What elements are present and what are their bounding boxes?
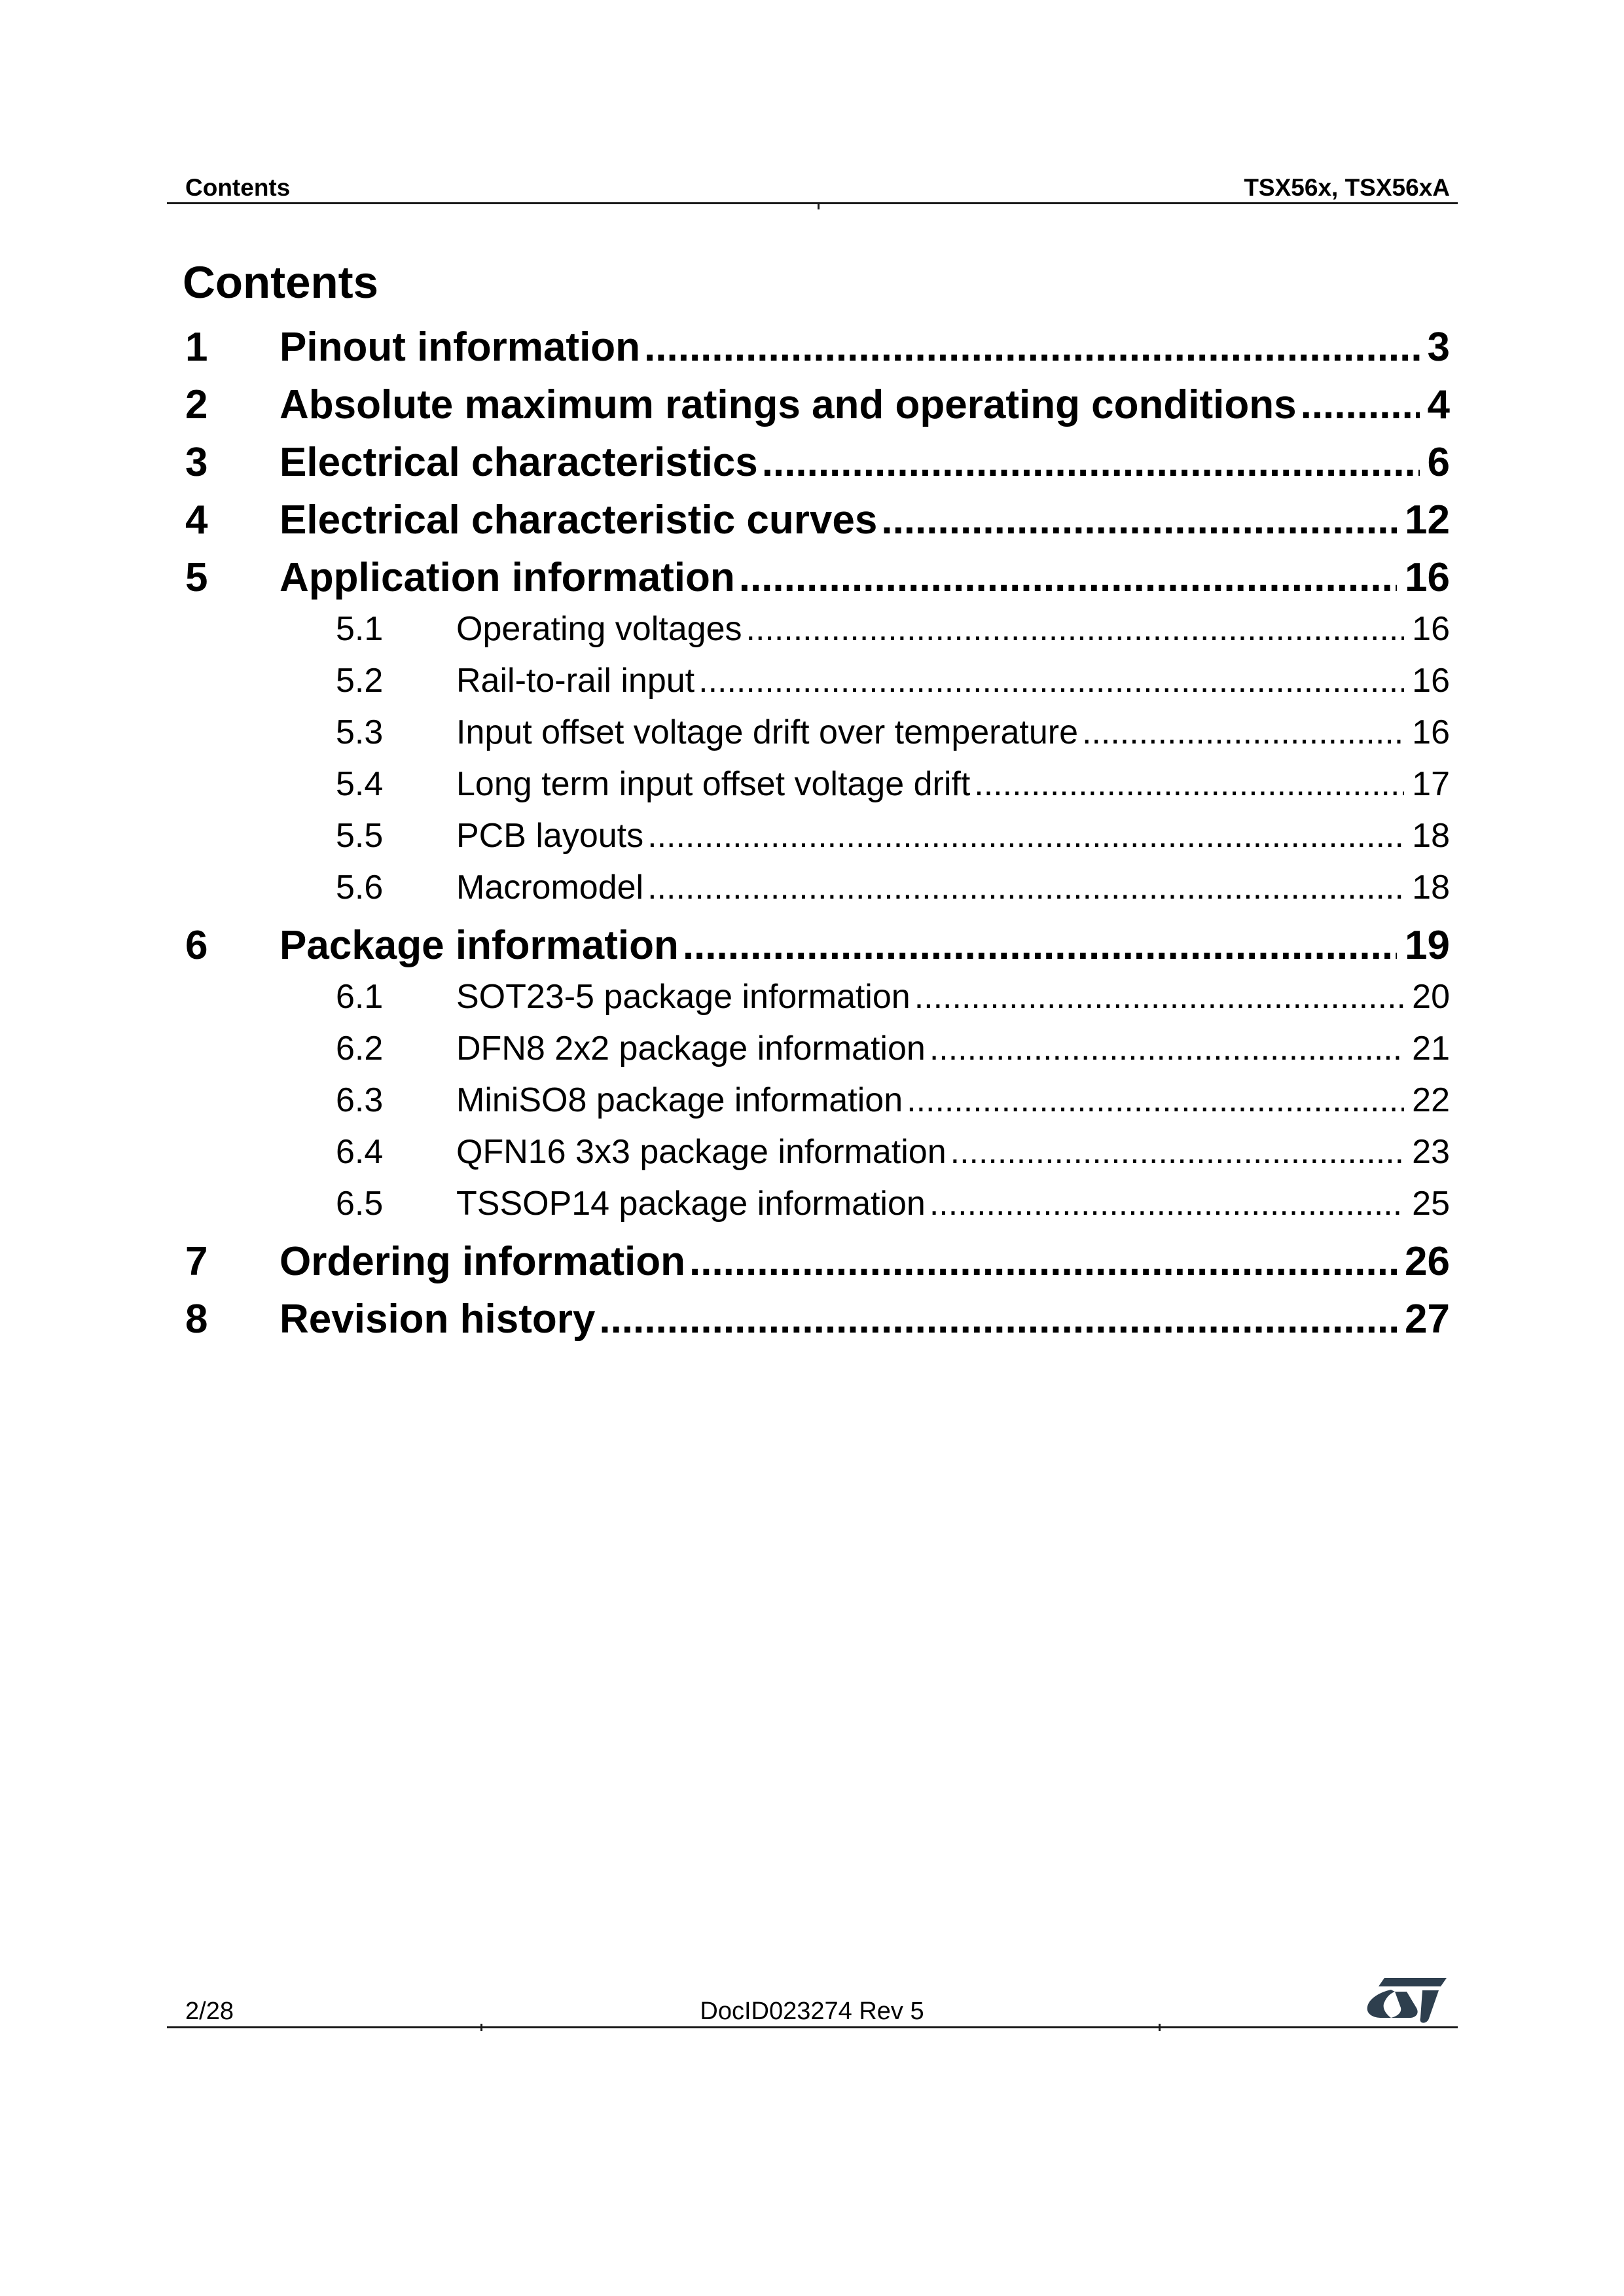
toc-entry-number: 5.3	[336, 713, 384, 751]
footer-doc-id: DocID023274 Rev 5	[700, 1998, 924, 2025]
page-header	[185, 175, 1450, 200]
toc-entry-title: Operating voltages	[456, 610, 742, 648]
header-rule-tick	[818, 202, 820, 209]
toc-dot-leader	[1301, 379, 1420, 431]
toc-dot-leader	[762, 437, 1420, 488]
footer-rule-tick	[1159, 2024, 1161, 2031]
footer-rule-tick	[480, 2024, 482, 2031]
toc-entry-page: 26	[1405, 1239, 1450, 1284]
footer-page-number: 2/28	[185, 1998, 234, 2025]
toc-dot-leader	[914, 971, 1404, 1023]
toc-entry-8[interactable]	[185, 1293, 1450, 1345]
toc-entry-number: 3	[185, 440, 208, 485]
toc-entry-title: Pinout information	[280, 325, 641, 370]
toc-entry-5.5[interactable]	[185, 810, 1450, 862]
table-of-contents	[185, 315, 1450, 1345]
toc-entry-page: 12	[1405, 497, 1450, 543]
toc-entry-title: Electrical characteristics	[280, 440, 758, 485]
toc-entry-5[interactable]	[185, 552, 1450, 603]
toc-entry-6.2[interactable]	[185, 1023, 1450, 1075]
toc-entry-page: 21	[1412, 1030, 1450, 1067]
toc-dot-leader	[881, 494, 1397, 546]
toc-entry-number: 7	[185, 1239, 208, 1284]
toc-dot-leader	[689, 1236, 1397, 1287]
toc-entry-number: 5.1	[336, 610, 384, 648]
toc-entry-title: DFN8 2x2 package information	[456, 1030, 926, 1067]
toc-entry-number: 6.3	[336, 1081, 384, 1119]
toc-entry-5.4[interactable]	[185, 759, 1450, 810]
toc-dot-leader	[1082, 707, 1404, 759]
st-logo-graphic	[1365, 1978, 1447, 2026]
toc-dot-leader	[647, 810, 1404, 862]
toc-dot-leader	[929, 1178, 1404, 1230]
toc-entry-number: 5	[185, 555, 208, 600]
toc-entry-5.1[interactable]	[185, 603, 1450, 655]
toc-entry-title: Macromodel	[456, 869, 644, 906]
toc-entry-number: 2	[185, 382, 208, 427]
toc-entry-number: 5.5	[336, 817, 384, 855]
header-doc-title: TSX56x, TSX56xA	[1244, 174, 1450, 201]
toc-entry-title: Long term input offset voltage drift	[456, 765, 971, 803]
toc-dot-leader	[599, 1293, 1397, 1345]
toc-entry-1[interactable]	[185, 321, 1450, 373]
toc-entry-page: 16	[1412, 662, 1450, 700]
toc-entry-page: 4	[1427, 382, 1450, 427]
toc-dot-leader	[683, 920, 1397, 971]
toc-entry-page: 22	[1412, 1081, 1450, 1119]
toc-entry-title: Application information	[280, 555, 735, 600]
toc-entry-page: 16	[1405, 555, 1450, 600]
toc-entry-page: 19	[1405, 923, 1450, 968]
toc-entry-page: 17	[1412, 765, 1450, 803]
toc-entry-number: 5.4	[336, 765, 384, 803]
toc-entry-title: Rail-to-rail input	[456, 662, 695, 700]
toc-entry-number: 4	[185, 497, 208, 543]
toc-entry-page: 25	[1412, 1185, 1450, 1223]
st-logo	[1365, 1978, 1447, 2026]
toc-entry-number: 5.2	[336, 662, 384, 700]
toc-entry-title: Ordering information	[280, 1239, 685, 1284]
toc-entry-5.3[interactable]	[185, 707, 1450, 759]
toc-entry-title: Electrical characteristic curves	[280, 497, 878, 543]
toc-dot-leader	[950, 1126, 1405, 1178]
toc-entry-title: MiniSO8 package information	[456, 1081, 903, 1119]
toc-entry-title: Input offset voltage drift over temperature	[456, 713, 1079, 751]
toc-entry-6.1[interactable]	[185, 971, 1450, 1023]
toc-entry-7[interactable]	[185, 1236, 1450, 1287]
header-section-label: Contents	[185, 174, 291, 201]
toc-entry-number: 6.4	[336, 1133, 384, 1171]
toc-entry-number: 6.5	[336, 1185, 384, 1223]
toc-dot-leader	[907, 1075, 1404, 1126]
toc-entry-number: 6	[185, 923, 208, 968]
toc-entry-title: Revision history	[280, 1297, 596, 1342]
toc-dot-leader	[929, 1023, 1404, 1075]
toc-dot-leader	[739, 552, 1397, 603]
toc-entry-number: 6.2	[336, 1030, 384, 1067]
toc-entry-title: TSSOP14 package information	[456, 1185, 926, 1223]
toc-entry-page: 3	[1427, 325, 1450, 370]
toc-entry-page: 16	[1412, 610, 1450, 648]
toc-entry-page: 20	[1412, 978, 1450, 1016]
toc-dot-leader	[974, 759, 1404, 810]
page-title: Contents	[183, 257, 378, 308]
toc-entry-6.4[interactable]	[185, 1126, 1450, 1178]
toc-entry-number: 5.6	[336, 869, 384, 906]
toc-dot-leader	[698, 655, 1404, 707]
toc-entry-page: 23	[1412, 1133, 1450, 1171]
toc-entry-3[interactable]	[185, 437, 1450, 488]
toc-entry-number: 8	[185, 1297, 208, 1342]
toc-entry-page: 18	[1412, 817, 1450, 855]
toc-entry-title: Absolute maximum ratings and operating conditions	[280, 382, 1297, 427]
toc-entry-6[interactable]	[185, 920, 1450, 971]
toc-dot-leader	[746, 603, 1405, 655]
toc-entry-page: 16	[1412, 713, 1450, 751]
toc-dot-leader	[644, 321, 1419, 373]
toc-entry-page: 27	[1405, 1297, 1450, 1342]
header-rule	[167, 202, 1458, 204]
toc-entry-5.6[interactable]	[185, 862, 1450, 914]
toc-entry-page: 18	[1412, 869, 1450, 906]
toc-entry-6.3[interactable]	[185, 1075, 1450, 1126]
toc-entry-title: Package information	[280, 923, 679, 968]
toc-entry-4[interactable]	[185, 494, 1450, 546]
footer-rule	[167, 2026, 1458, 2028]
toc-entry-page: 6	[1427, 440, 1450, 485]
toc-entry-number: 1	[185, 325, 208, 370]
toc-entry-title: SOT23-5 package information	[456, 978, 911, 1016]
toc-entry-number: 6.1	[336, 978, 384, 1016]
toc-entry-title: QFN16 3x3 package information	[456, 1133, 947, 1171]
toc-dot-leader	[647, 862, 1404, 914]
toc-entry-6.5[interactable]	[185, 1178, 1450, 1230]
toc-entry-5.2[interactable]	[185, 655, 1450, 707]
toc-entry-2[interactable]	[185, 379, 1450, 431]
toc-entry-title: PCB layouts	[456, 817, 644, 855]
